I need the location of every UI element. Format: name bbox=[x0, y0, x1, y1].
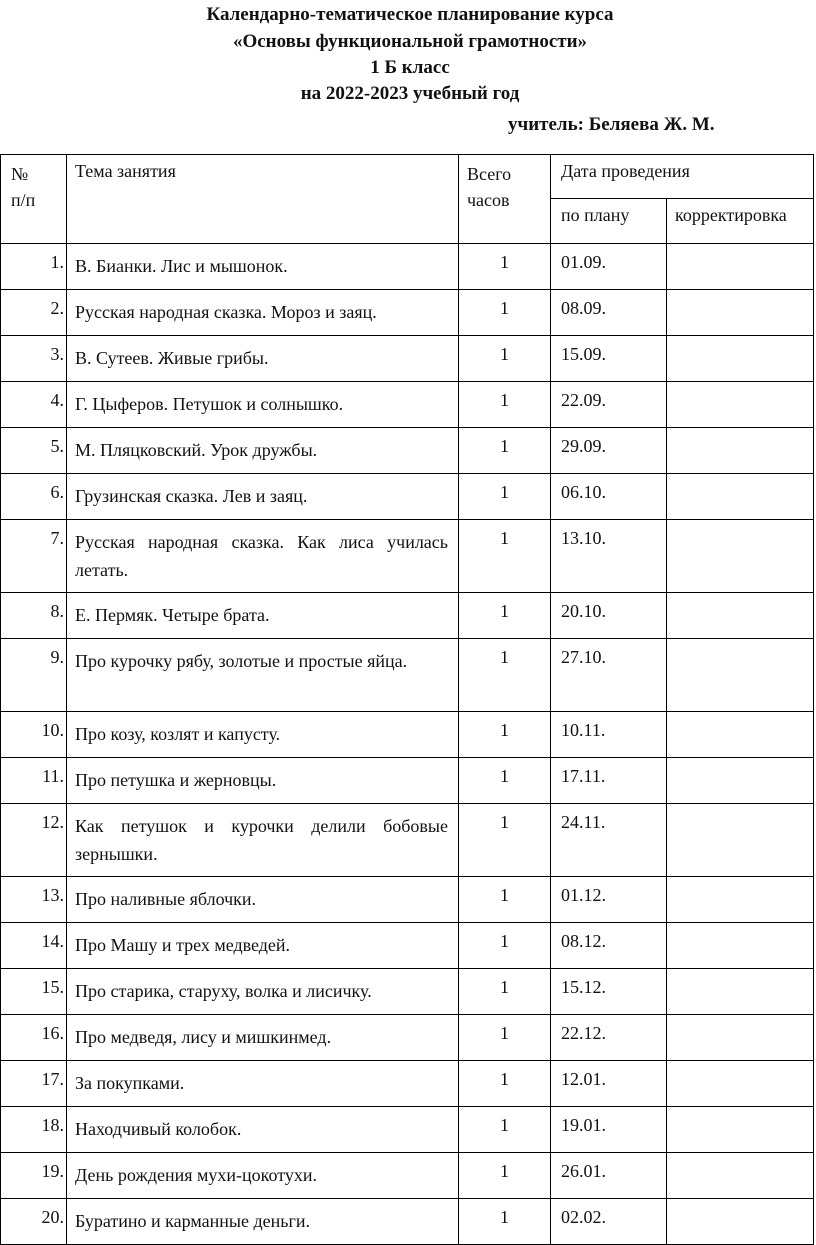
row-plan-date: 17.11. bbox=[551, 758, 667, 804]
row-topic: Буратино и карманные деньги. bbox=[67, 1199, 459, 1245]
table-row bbox=[1, 520, 814, 593]
row-correction bbox=[667, 382, 814, 428]
row-plan-date: 29.09. bbox=[551, 428, 667, 474]
table-row bbox=[1, 639, 814, 712]
row-correction bbox=[667, 1015, 814, 1061]
row-number: 7. bbox=[1, 520, 67, 593]
row-plan-date: 15.09. bbox=[551, 336, 667, 382]
row-correction bbox=[667, 877, 814, 923]
row-hours: 1 bbox=[459, 290, 551, 336]
title-school-year: на 2022-2023 учебный год bbox=[300, 83, 520, 104]
row-topic: Про старика, старуху, волка и лисичку. bbox=[67, 969, 459, 1015]
row-hours: 1 bbox=[459, 877, 551, 923]
row-topic: Е. Пермяк. Четыре брата. bbox=[67, 593, 459, 639]
table-row bbox=[1, 1061, 814, 1107]
row-hours: 1 bbox=[459, 1061, 551, 1107]
table-row bbox=[1, 712, 814, 758]
row-hours: 1 bbox=[459, 474, 551, 520]
row-plan-date: 12.01. bbox=[551, 1061, 667, 1107]
row-hours: 1 bbox=[459, 969, 551, 1015]
row-correction bbox=[667, 520, 814, 593]
row-plan-date: 10.11. bbox=[551, 712, 667, 758]
row-hours: 1 bbox=[459, 520, 551, 593]
row-hours: 1 bbox=[459, 244, 551, 290]
table-row bbox=[1, 758, 814, 804]
row-number: 2. bbox=[1, 290, 67, 336]
row-plan-date: 02.02. bbox=[551, 1199, 667, 1245]
row-number: 18. bbox=[1, 1107, 67, 1153]
row-topic: Как петушок и курочки делили бобовые зернышки. bbox=[67, 804, 459, 877]
table-row bbox=[1, 290, 814, 336]
row-correction bbox=[667, 639, 814, 712]
row-correction bbox=[667, 336, 814, 382]
table-row bbox=[1, 1107, 814, 1153]
table-row bbox=[1, 1153, 814, 1199]
title-course-name: «Основы функциональной грамотности» bbox=[232, 31, 588, 52]
row-plan-date: 13.10. bbox=[551, 520, 667, 593]
table-row bbox=[1, 428, 814, 474]
header-hours-line1: Всего bbox=[467, 164, 512, 184]
row-plan-date: 22.09. bbox=[551, 382, 667, 428]
row-hours: 1 bbox=[459, 336, 551, 382]
row-plan-date: 22.12. bbox=[551, 1015, 667, 1061]
table-row bbox=[1, 1199, 814, 1245]
row-number: 8. bbox=[1, 593, 67, 639]
table-row bbox=[1, 244, 814, 290]
row-number: 19. bbox=[1, 1153, 67, 1199]
row-number: 20. bbox=[1, 1199, 67, 1245]
schedule-rows bbox=[1, 244, 814, 1245]
row-hours: 1 bbox=[459, 804, 551, 877]
header-hours bbox=[459, 155, 551, 244]
row-number: 17. bbox=[1, 1061, 67, 1107]
row-plan-date: 08.09. bbox=[551, 290, 667, 336]
row-number: 3. bbox=[1, 336, 67, 382]
row-plan-date: 26.01. bbox=[551, 1153, 667, 1199]
row-topic: Про курочку рябу, золотые и простые яйца. bbox=[67, 639, 459, 712]
row-topic: День рождения мухи-цокотухи. bbox=[67, 1153, 459, 1199]
row-hours: 1 bbox=[459, 428, 551, 474]
row-hours: 1 bbox=[459, 639, 551, 712]
title-class: 1 Б класс bbox=[370, 57, 450, 78]
row-number: 5. bbox=[1, 428, 67, 474]
row-plan-date: 15.12. bbox=[551, 969, 667, 1015]
row-topic: Про петушка и жерновцы. bbox=[67, 758, 459, 804]
row-hours: 1 bbox=[459, 1015, 551, 1061]
table-row bbox=[1, 382, 814, 428]
row-hours: 1 bbox=[459, 923, 551, 969]
table-row bbox=[1, 923, 814, 969]
row-topic: В. Бианки. Лис и мышонок. bbox=[67, 244, 459, 290]
header-plan: по плану bbox=[551, 199, 667, 244]
header-date: Дата проведения bbox=[551, 155, 814, 199]
header-number-abbr: п/п bbox=[11, 190, 36, 210]
row-hours: 1 bbox=[459, 758, 551, 804]
row-hours: 1 bbox=[459, 382, 551, 428]
row-number: 4. bbox=[1, 382, 67, 428]
row-correction bbox=[667, 428, 814, 474]
row-correction bbox=[667, 290, 814, 336]
row-number: 11. bbox=[1, 758, 67, 804]
row-hours: 1 bbox=[459, 593, 551, 639]
row-plan-date: 20.10. bbox=[551, 593, 667, 639]
row-hours: 1 bbox=[459, 1153, 551, 1199]
schedule-table bbox=[0, 154, 814, 1245]
row-topic: Про козу, козлят и капусту. bbox=[67, 712, 459, 758]
header-number bbox=[1, 155, 67, 244]
row-topic: За покупками. bbox=[67, 1061, 459, 1107]
header-correction: корректировка bbox=[667, 199, 814, 244]
row-plan-date: 27.10. bbox=[551, 639, 667, 712]
header-number-symbol: № bbox=[11, 164, 29, 184]
row-correction bbox=[667, 712, 814, 758]
row-number: 6. bbox=[1, 474, 67, 520]
row-plan-date: 24.11. bbox=[551, 804, 667, 877]
row-hours: 1 bbox=[459, 1107, 551, 1153]
row-plan-date: 06.10. bbox=[551, 474, 667, 520]
row-topic: Г. Цыферов. Петушок и солнышко. bbox=[67, 382, 459, 428]
row-plan-date: 19.01. bbox=[551, 1107, 667, 1153]
row-topic: Про Машу и трех медведей. bbox=[67, 923, 459, 969]
title-line-1: Календарно-тематическое планирование курса bbox=[206, 4, 614, 25]
row-number: 16. bbox=[1, 1015, 67, 1061]
table-row bbox=[1, 877, 814, 923]
row-number: 12. bbox=[1, 804, 67, 877]
row-topic: Про наливные яблочки. bbox=[67, 877, 459, 923]
row-topic: Русская народная сказка. Как лиса училась летать. bbox=[67, 520, 459, 593]
table-row bbox=[1, 1015, 814, 1061]
row-correction bbox=[667, 923, 814, 969]
header-topic: Тема занятия bbox=[67, 155, 459, 244]
header-hours-line2: часов bbox=[467, 190, 510, 210]
row-topic: М. Пляцковский. Урок дружбы. bbox=[67, 428, 459, 474]
teacher-line: учитель: Беляева Ж. М. bbox=[508, 114, 715, 135]
row-number: 9. bbox=[1, 639, 67, 712]
row-correction bbox=[667, 969, 814, 1015]
table-row bbox=[1, 804, 814, 877]
row-topic: Про медведя, лису и мишкинмед. bbox=[67, 1015, 459, 1061]
row-plan-date: 08.12. bbox=[551, 923, 667, 969]
row-topic: Грузинская сказка. Лев и заяц. bbox=[67, 474, 459, 520]
row-correction bbox=[667, 804, 814, 877]
row-hours: 1 bbox=[459, 712, 551, 758]
row-number: 1. bbox=[1, 244, 67, 290]
table-row bbox=[1, 336, 814, 382]
row-plan-date: 01.09. bbox=[551, 244, 667, 290]
row-number: 10. bbox=[1, 712, 67, 758]
table-row bbox=[1, 969, 814, 1015]
row-topic: В. Сутеев. Живые грибы. bbox=[67, 336, 459, 382]
row-correction bbox=[667, 1199, 814, 1245]
row-topic: Находчивый колобок. bbox=[67, 1107, 459, 1153]
table-row bbox=[1, 474, 814, 520]
row-correction bbox=[667, 244, 814, 290]
row-number: 13. bbox=[1, 877, 67, 923]
row-correction bbox=[667, 474, 814, 520]
row-number: 14. bbox=[1, 923, 67, 969]
row-correction bbox=[667, 1107, 814, 1153]
row-correction bbox=[667, 593, 814, 639]
row-correction bbox=[667, 1061, 814, 1107]
row-topic: Русская народная сказка. Мороз и заяц. bbox=[67, 290, 459, 336]
row-number: 15. bbox=[1, 969, 67, 1015]
table-row bbox=[1, 593, 814, 639]
row-plan-date: 01.12. bbox=[551, 877, 667, 923]
row-correction bbox=[667, 1153, 814, 1199]
row-hours: 1 bbox=[459, 1199, 551, 1245]
row-correction bbox=[667, 758, 814, 804]
